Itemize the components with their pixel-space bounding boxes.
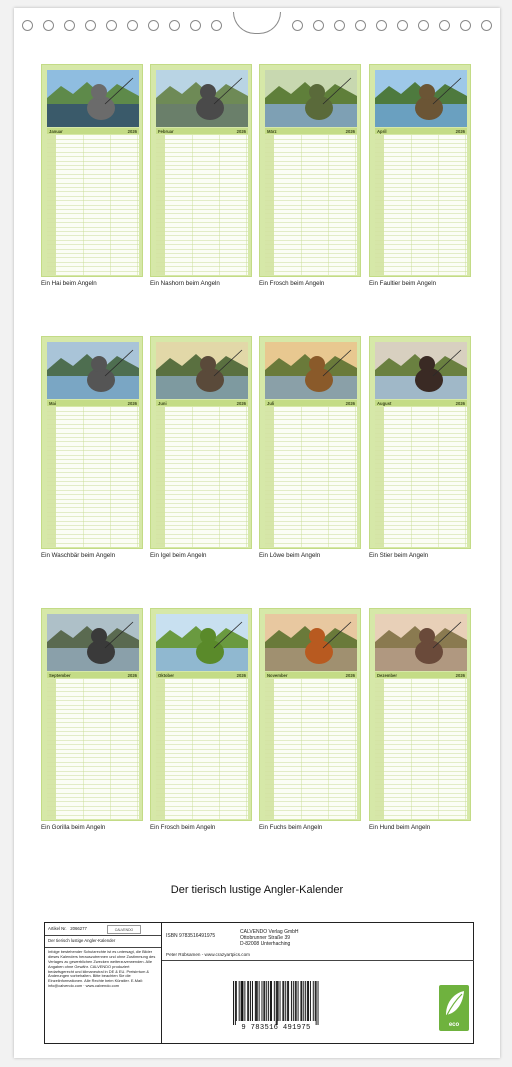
month-sheet [259, 608, 361, 831]
binding-ring [439, 20, 450, 31]
month-photo [156, 70, 248, 127]
barcode-bar [308, 981, 309, 1021]
binding-ring [43, 20, 54, 31]
month-photo [156, 342, 248, 399]
month-frame [150, 608, 252, 821]
month-photo [156, 614, 248, 671]
day-grid [47, 135, 139, 275]
binding-ring [211, 20, 222, 31]
barcode-bar [301, 981, 302, 1021]
barcode-bar [296, 981, 297, 1021]
day-grid [265, 135, 357, 275]
month-header [375, 128, 467, 134]
month-header [375, 400, 467, 406]
month-name: Februar [158, 128, 174, 134]
barcode-bar [287, 981, 288, 1021]
month-frame [150, 336, 252, 549]
month-sheet [369, 64, 471, 287]
day-grid [47, 407, 139, 547]
month-header [156, 672, 248, 678]
barcode-bar [252, 981, 253, 1021]
month-sheet [150, 64, 252, 287]
barcode-bar [282, 981, 283, 1021]
barcode-bar [263, 981, 264, 1021]
barcode-bar [248, 981, 249, 1021]
barcode-bar [316, 981, 317, 1025]
month-caption: Ein Nashorn beim Angeln [150, 280, 220, 287]
day-grid [156, 679, 248, 819]
barcode-bar [271, 981, 272, 1021]
calvendo-logo: CALVENDO [107, 925, 141, 934]
month-frame [259, 336, 361, 549]
binding-ring [460, 20, 471, 31]
month-caption: Ein Faultier beim Angeln [369, 280, 437, 287]
day-grid [375, 679, 467, 819]
publisher-street: Ottobrunner Straße 39 [240, 935, 291, 941]
month-frame [41, 608, 143, 821]
month-sheet [150, 336, 252, 559]
month-header [265, 400, 357, 406]
barcode-bar [307, 981, 308, 1021]
barcode-bar [291, 981, 292, 1021]
barcode-bar [259, 981, 260, 1021]
month-name: November [267, 672, 288, 678]
month-year: 2026 [236, 400, 246, 406]
binding-ring [355, 20, 366, 31]
barcode-bar [318, 981, 319, 1025]
author-line: Peter Rübsamen - www.crazyartpics.com [166, 952, 250, 957]
binding-ring [418, 20, 429, 31]
day-grid [47, 679, 139, 819]
barcode-bar [270, 981, 271, 1021]
binding-ring [169, 20, 180, 31]
barcode-bar [266, 981, 267, 1021]
barcode-bar [305, 981, 306, 1021]
month-caption: Ein Fuchs beim Angeln [259, 824, 323, 831]
day-grid [156, 407, 248, 547]
barcode-bar [303, 981, 304, 1021]
month-caption: Ein Löwe beim Angeln [259, 552, 321, 559]
month-sheet [41, 608, 143, 831]
barcode-bar [250, 981, 251, 1021]
animal-angler-image [265, 614, 357, 671]
barcode-bar [239, 981, 240, 1021]
month-header [47, 672, 139, 678]
barcode-bars [225, 979, 327, 1025]
barcode-bar [264, 981, 265, 1021]
barcode-bar [280, 981, 281, 1021]
month-year: 2026 [236, 128, 246, 134]
month-sheet [259, 336, 361, 559]
animal-angler-image [156, 70, 248, 127]
day-grid [265, 407, 357, 547]
animal-angler-image [375, 342, 467, 399]
month-header [375, 672, 467, 678]
barcode-bar [293, 981, 294, 1021]
publisher-name: CALVENDO Verlag GmbH [240, 929, 299, 935]
animal-angler-image [156, 614, 248, 671]
month-name: Oktober [158, 672, 175, 678]
barcode-bar [295, 981, 296, 1021]
calendar-sheet [14, 8, 500, 1058]
legal-text: Infolge bestehender Schutzrechte ist es untersagt, die Bilder dieses Kalenders herauszutrennen und ohne Zustimmung des Verlages zu gewerblichen Zwecken weiterzuverwenden. Alle Angaben ohne Gewähr. CALVENDO produziert bedarfsgerecht und klimaneutral in DE & EU. Preisirrtum & Änderungen vorbehalten. Bitte beachten Sie die Einzelinformationen. Alle Rechte beim Künstler. E-Mail: info@calvendo.com · www.calvendo.com [48, 949, 156, 989]
month-photo [265, 614, 357, 671]
barcode-bar [313, 981, 314, 1021]
animal-angler-image [375, 70, 467, 127]
barcode-bar [233, 981, 234, 1025]
month-photo [47, 342, 139, 399]
month-name: Dezember [377, 672, 398, 678]
binding-ring [334, 20, 345, 31]
month-year: 2026 [345, 400, 355, 406]
binding-ring [148, 20, 159, 31]
binding-ring [292, 20, 303, 31]
barcode-bar [300, 981, 301, 1021]
month-photo [47, 614, 139, 671]
barcode-bar [274, 981, 275, 1021]
month-name: April [377, 128, 387, 134]
binding-ring [106, 20, 117, 31]
month-caption: Ein Igel beim Angeln [150, 552, 207, 559]
month-name: Januar [49, 128, 63, 134]
barcode-bar [247, 981, 248, 1021]
barcode [225, 979, 327, 1033]
month-year: 2026 [127, 128, 137, 134]
month-header [265, 128, 357, 134]
barcode-bar [285, 981, 286, 1021]
month-frame [41, 336, 143, 549]
barcode-bar [257, 981, 258, 1021]
month-name: Mai [49, 400, 56, 406]
month-header [47, 400, 139, 406]
month-year: 2026 [345, 128, 355, 134]
article-number: Artikel Nr. 2066277 [48, 926, 87, 931]
animal-angler-image [265, 342, 357, 399]
month-header [156, 400, 248, 406]
month-year: 2026 [455, 400, 465, 406]
binding-ring [397, 20, 408, 31]
animal-angler-image [47, 70, 139, 127]
day-grid [156, 135, 248, 275]
month-year: 2026 [127, 400, 137, 406]
month-year: 2026 [127, 672, 137, 678]
month-header [156, 128, 248, 134]
month-frame [259, 608, 361, 821]
month-photo [375, 70, 467, 127]
month-frame [369, 336, 471, 549]
binding-ring [313, 20, 324, 31]
barcode-bar [310, 981, 311, 1021]
info-box [44, 922, 474, 1044]
barcode-bar [262, 981, 263, 1021]
barcode-bar [244, 981, 245, 1021]
isbn: ISBN 9783516491975 [166, 933, 216, 939]
animal-angler-image [375, 614, 467, 671]
month-photo [375, 614, 467, 671]
month-sheet [150, 608, 252, 831]
product-name: Der tierisch lustige Angler-Kalender [48, 938, 116, 943]
day-grid [375, 135, 467, 275]
barcode-bar [298, 981, 299, 1021]
barcode-number: 9 783516 491975 [241, 1024, 311, 1032]
barcode-bar [276, 981, 277, 1025]
binding-ring [64, 20, 75, 31]
month-sheet [259, 64, 361, 287]
eco-badge [439, 985, 469, 1031]
day-grid [375, 407, 467, 547]
eco-label: eco [448, 1022, 460, 1028]
barcode-bar [236, 981, 237, 1021]
day-grid [265, 679, 357, 819]
binding-ring [481, 20, 492, 31]
month-photo [265, 342, 357, 399]
month-caption: Ein Hund beim Angeln [369, 824, 431, 831]
animal-angler-image [156, 342, 248, 399]
month-frame [369, 64, 471, 277]
barcode-bar [277, 981, 278, 1025]
barcode-bar [288, 981, 289, 1021]
month-sheet [41, 64, 143, 287]
month-caption: Ein Stier beim Angeln [369, 552, 429, 559]
month-photo [375, 342, 467, 399]
barcode-bar [235, 981, 236, 1025]
barcode-bar [256, 981, 257, 1021]
month-frame [259, 64, 361, 277]
binding-ring [376, 20, 387, 31]
barcode-bar [268, 981, 269, 1021]
month-header [265, 672, 357, 678]
barcode-bar [243, 981, 244, 1021]
month-caption: Ein Waschbär beim Angeln [41, 552, 116, 559]
barcode-bar [241, 981, 242, 1021]
binding-ring [127, 20, 138, 31]
month-caption: Ein Frosch beim Angeln [259, 280, 325, 287]
month-caption: Ein Hai beim Angeln [41, 280, 97, 287]
month-header [47, 128, 139, 134]
barcode-bar [315, 981, 316, 1021]
month-sheet [41, 336, 143, 559]
month-name: März [267, 128, 277, 134]
binding-ring [22, 20, 33, 31]
month-name: Juni [158, 400, 167, 406]
month-year: 2026 [345, 672, 355, 678]
publisher-city: D-82008 Unterhaching [240, 941, 291, 947]
month-frame [150, 64, 252, 277]
month-photo [265, 70, 357, 127]
month-frame [41, 64, 143, 277]
month-year: 2026 [236, 672, 246, 678]
month-name: August [377, 400, 392, 406]
month-caption: Ein Gorilla beim Angeln [41, 824, 106, 831]
binding-ring [190, 20, 201, 31]
animal-angler-image [47, 342, 139, 399]
month-name: September [49, 672, 71, 678]
month-caption: Ein Frosch beim Angeln [150, 824, 216, 831]
month-year: 2026 [455, 128, 465, 134]
animal-angler-image [47, 614, 139, 671]
binding-ring [85, 20, 96, 31]
barcode-bar [242, 981, 243, 1021]
month-sheet [369, 608, 471, 831]
barcode-bar [283, 981, 284, 1021]
calendar-title: Der tierisch lustige Angler-Kalender [170, 884, 344, 896]
month-photo [47, 70, 139, 127]
animal-angler-image [265, 70, 357, 127]
barcode-bar [278, 981, 279, 1021]
month-name: Juli [267, 400, 275, 406]
month-year: 2026 [455, 672, 465, 678]
barcode-bar [255, 981, 256, 1021]
month-sheet [369, 336, 471, 559]
month-frame [369, 608, 471, 821]
